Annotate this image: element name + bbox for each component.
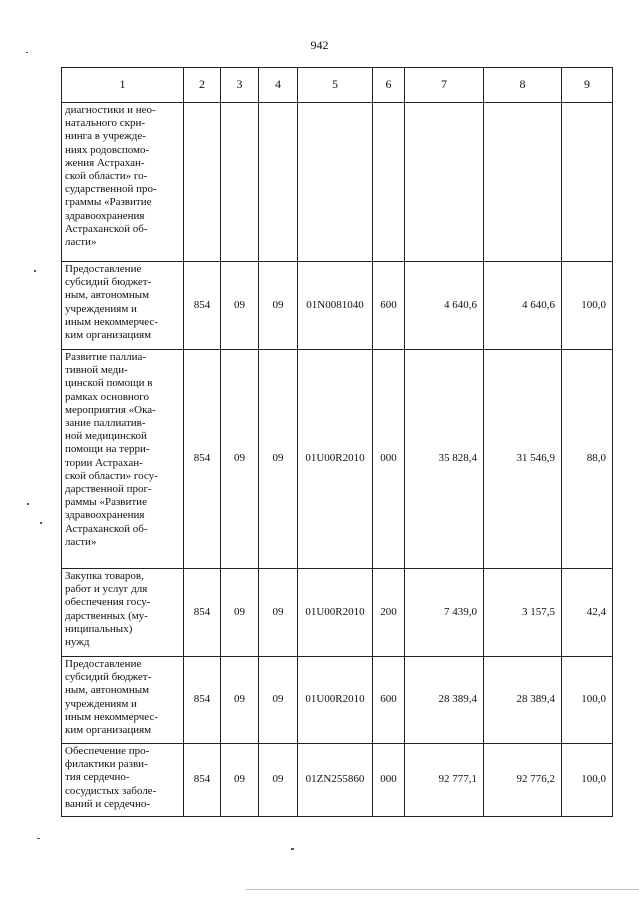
admin-code-cell: 854: [184, 350, 221, 569]
page-number: 942: [310, 38, 329, 52]
percent-cell: 100,0: [562, 657, 613, 744]
table-row: [62, 350, 613, 569]
planned-amount-cell: 28 389,4: [405, 657, 484, 744]
actual-amount-cell: 4 640,6: [484, 262, 562, 350]
expense-type-cell: [373, 103, 405, 262]
header-cell-1: 1: [62, 68, 184, 103]
admin-code-cell: 854: [184, 569, 221, 657]
header-cell-7: 7: [405, 68, 484, 103]
expense-type-cell: 200: [373, 569, 405, 657]
section-cell: 09: [221, 657, 259, 744]
planned-amount-cell: [405, 103, 484, 262]
subsection-cell: 09: [259, 350, 298, 569]
header-cell-6: 6: [373, 68, 405, 103]
percent-cell: [562, 103, 613, 262]
target-article-cell: 01N0081040: [298, 262, 373, 350]
admin-code-cell: 854: [184, 262, 221, 350]
header-cell-4: 4: [259, 68, 298, 103]
target-article-cell: 01U00R2010: [298, 657, 373, 744]
budget-table: [61, 67, 613, 817]
scan-edge-line: [246, 889, 639, 890]
expense-type-cell: 000: [373, 744, 405, 817]
target-article-cell: 01ZN255860: [298, 744, 373, 817]
planned-amount-cell: 7 439,0: [405, 569, 484, 657]
subsection-cell: 09: [259, 744, 298, 817]
scan-speck: [34, 270, 36, 272]
target-article-cell: 01U00R2010: [298, 350, 373, 569]
row-name-cell: Предоставление субсидий бюджет- ным, автономным учреждениям и иным некоммерчес- ким организациям: [62, 657, 184, 744]
table-row: [62, 262, 613, 350]
actual-amount-cell: [484, 103, 562, 262]
row-name-cell: Предоставление субсидий бюджет- ным, автономным учреждениям и иным некоммерчес- ким организациям: [62, 262, 184, 350]
scan-speck: [291, 848, 294, 850]
section-cell: 09: [221, 350, 259, 569]
header-cell-2: 2: [184, 68, 221, 103]
header-cell-5: 5: [298, 68, 373, 103]
section-cell: 09: [221, 744, 259, 817]
expense-type-cell: 000: [373, 350, 405, 569]
table-row: [62, 657, 613, 744]
admin-code-cell: 854: [184, 657, 221, 744]
row-name-cell: диагностики и нео- натального скри- нинга в учрежде- ниях родовспомо- жения Астрахан- ской области» го- сударственной про- граммы «Развитие здравоохранения Астраханской об- ласти»: [62, 103, 184, 262]
planned-amount-cell: 92 777,1: [405, 744, 484, 817]
subsection-cell: 09: [259, 657, 298, 744]
target-article-cell: 01U00R2010: [298, 569, 373, 657]
actual-amount-cell: 28 389,4: [484, 657, 562, 744]
table-row: [62, 744, 613, 817]
scan-speck: [26, 52, 28, 53]
scan-speck: [37, 838, 40, 839]
header-cell-3: 3: [221, 68, 259, 103]
expense-type-cell: 600: [373, 262, 405, 350]
header-cell-9: 9: [562, 68, 613, 103]
admin-code-cell: [184, 103, 221, 262]
actual-amount-cell: 31 546,9: [484, 350, 562, 569]
header-cell-8: 8: [484, 68, 562, 103]
percent-cell: 42,4: [562, 569, 613, 657]
scan-speck: [27, 503, 29, 505]
row-name-cell: Развитие паллиа- тивной меди- цинской помощи в рамках основного мероприятия «Ока- зание паллиатив- ной медицинской помощи на терри- тории Астрахан- ской области» госу- дарственной прог- раммы «Развитие здравоохранения Астраханской об- ласти»: [62, 350, 184, 569]
target-article-cell: [298, 103, 373, 262]
section-cell: 09: [221, 569, 259, 657]
expense-type-cell: 600: [373, 657, 405, 744]
row-name-cell: Обеспечение про- филактики разви- тия сердечно- сосудистых заболе- ваний и сердечно-: [62, 744, 184, 817]
table-row: [62, 103, 613, 262]
header-row: [62, 68, 613, 103]
scan-speck: [40, 522, 42, 524]
percent-cell: 100,0: [562, 744, 613, 817]
subsection-cell: [259, 103, 298, 262]
percent-cell: 88,0: [562, 350, 613, 569]
table-row: [62, 569, 613, 657]
admin-code-cell: 854: [184, 744, 221, 817]
actual-amount-cell: 92 776,2: [484, 744, 562, 817]
section-cell: 09: [221, 262, 259, 350]
planned-amount-cell: 4 640,6: [405, 262, 484, 350]
percent-cell: 100,0: [562, 262, 613, 350]
row-name-cell: Закупка товаров, работ и услуг для обеспечения госу- дарственных (му- ниципальных) нужд: [62, 569, 184, 657]
section-cell: [221, 103, 259, 262]
actual-amount-cell: 3 157,5: [484, 569, 562, 657]
subsection-cell: 09: [259, 569, 298, 657]
subsection-cell: 09: [259, 262, 298, 350]
planned-amount-cell: 35 828,4: [405, 350, 484, 569]
